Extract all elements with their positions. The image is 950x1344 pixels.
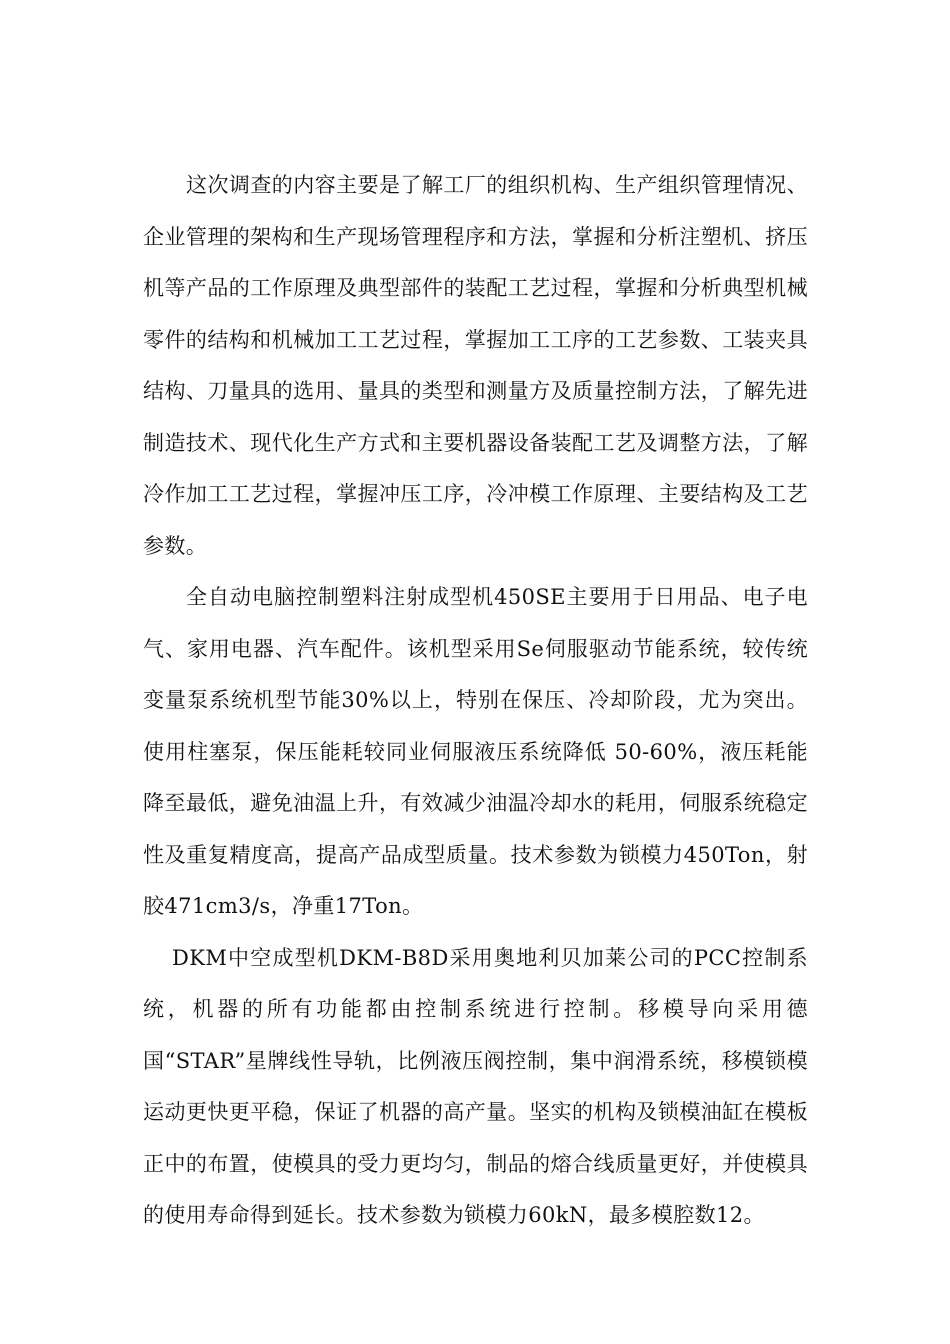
paragraph-blow-molding-machine: DKM中空成型机DKM-B8D采用奥地利贝加莱公司的PCC控制系统，机器的所有功能都由控制系统进行控制。移模导向采用德国“STAR”星牌线性导轨，比例液压阀控制，集中润滑系统，移模锁模运动更快更平稳，保证了机器的高产量。坚实的机构及锁模油缸在模板正中的布置，使模具的受力更均匀，制品的熔合线质量更好，并使模具的使用寿命得到延长。技术参数为锁模力60kN，最多模腔数12。 — [143, 945, 808, 1227]
paragraph-injection-molding-machine: 全自动电脑控制塑料注射成型机450SE主要用于日用品、电子电气、家用电器、汽车配件。该机型采用Se伺服驱动节能系统，较传统变量泵系统机型节能30%以上，特别在保压、冷却阶段，尤为突出。使用柱塞泵，保压能耗较同业伺服液压系统降低 50-60%，液压耗能降至最低，避免油温上升，有效减少油温冷却水的耗用，伺服系统稳定性及重复精度高，提高产品成型质量。技术参数为锁模力450Ton，射胶471cm3/s，净重17Ton。 — [143, 585, 808, 918]
document-body — [143, 160, 808, 1242]
paragraph-survey-content: 这次调查的内容主要是了解工厂的组织机构、生产组织管理情况、企业管理的架构和生产现场管理程序和方法，掌握和分析注塑机、挤压机等产品的工作原理及典型部件的装配工艺过程，掌握和分析典型机械零件的结构和机械加工工艺过程，掌握加工工序的工艺参数、工装夹具结构、刀量具的选用、量具的类型和测量方及质量控制方法，了解先进制造技术、现代化生产方式和主要机器设备装配工艺及调整方法，了解冷作加工工艺过程，掌握冲压工序，冷冲模工作原理、主要结构及工艺参数。 — [143, 173, 808, 558]
